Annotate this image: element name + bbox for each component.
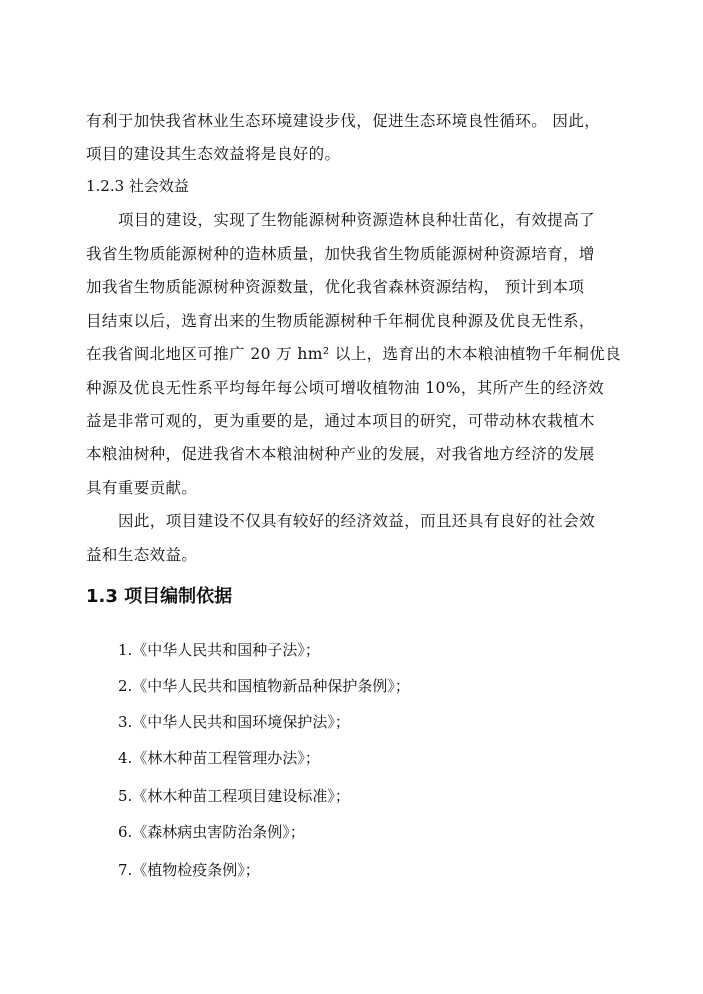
social-para2-line-1: 因此，项目建设不仅具有较好的经济效益，而且还具有良好的社会效 <box>118 512 596 530</box>
social-para1-line-8: 本粮油树种，促进我省木本粮油树种产业的发展，对我省地方经济的发展 <box>86 445 595 463</box>
section-heading-compilation-basis: 1.3 项目编制依据 <box>86 586 233 607</box>
social-para1-line-7: 益是非常可观的，更为重要的是，通过本项目的研究，可带动林农栽植木 <box>86 412 595 430</box>
intro-line-1: 有利于加快我省林业生态环境建设步伐，促进生态环境良性循环。 因此， <box>86 112 601 130</box>
social-para1-line-5: 在我省闽北地区可推广 20 万 hm² 以上，选育出的木本粮油植物千年桐优良 <box>86 345 622 363</box>
reference-item: 6.《森林病虫害防治条例》； <box>118 823 305 841</box>
reference-item: 1.《中华人民共和国种子法》； <box>118 641 320 659</box>
social-para1-line-4: 目结束以后，选育出来的生物质能源树种千年桐优良种源及优良无性系， <box>86 312 595 330</box>
intro-line-2: 项目的建设其生态效益将是良好的。 <box>86 145 341 163</box>
reference-item: 4.《林木种苗工程管理办法》； <box>118 749 320 767</box>
social-para1-line-9: 具有重要贡献。 <box>86 479 198 497</box>
section-heading-social-benefit: 1.2.3 社会效益 <box>86 177 189 195</box>
social-para1-line-6: 种源及优良无性系平均每年每公顷可增收植物油 10%，其所产生的经济效 <box>86 379 604 397</box>
social-para1-line-2: 我省生物质能源树种的造林质量，加快我省生物质能源树种资源培育，增 <box>86 245 595 263</box>
social-para2-line-2: 益和生态效益。 <box>86 546 198 564</box>
reference-item: 5.《林木种苗工程项目建设标准》； <box>118 787 350 805</box>
reference-item: 3.《中华人民共和国环境保护法》； <box>118 713 350 731</box>
social-para1-line-1: 项目的建设，实现了生物能源树种资源造林良种壮苗化，有效提高了 <box>118 211 596 229</box>
reference-item: 7.《植物检疫条例》； <box>118 861 260 879</box>
social-para1-line-3: 加我省生物质能源树种资源数量，优化我省森林资源结构， 预计到本项 <box>86 278 585 296</box>
reference-item: 2.《中华人民共和国植物新品种保护条例》； <box>118 677 410 695</box>
